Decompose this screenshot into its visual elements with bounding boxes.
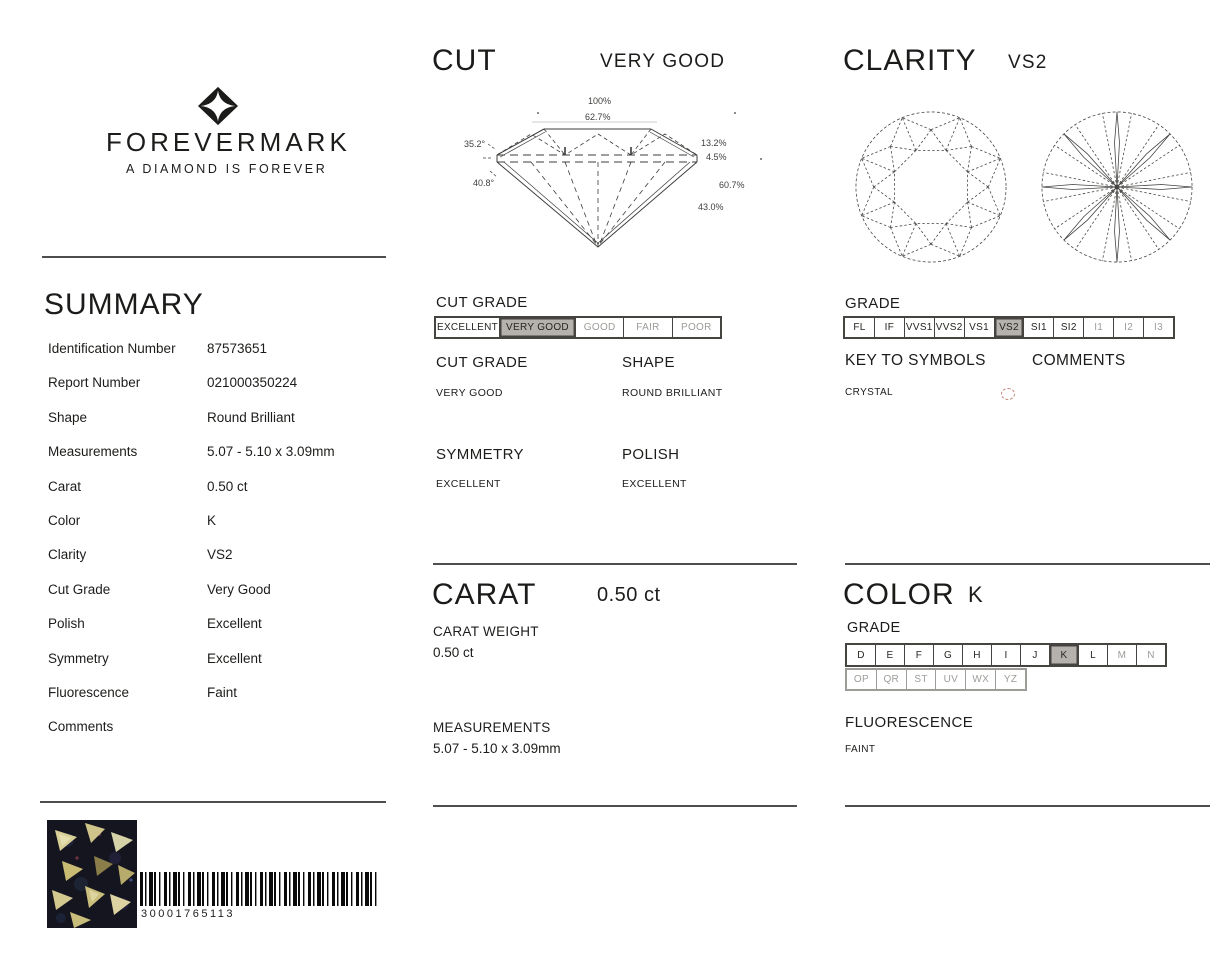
color-grade-cell: ST <box>907 670 937 689</box>
color-grade-cell: I <box>992 645 1021 665</box>
clarity-pavilion-diagram <box>1038 108 1196 266</box>
fluorescence-title: FLUORESCENCE <box>845 714 974 731</box>
key-symbol-label: CRYSTAL <box>845 387 894 398</box>
diagram-table-label: 62.7% <box>585 112 611 122</box>
cut-grade-cell: EXCELLENT <box>436 318 500 337</box>
polish-title: POLISH <box>622 446 680 463</box>
barcode <box>140 872 380 906</box>
carat-headline-value: 0.50 ct <box>597 584 661 606</box>
clarity-headline-grade: VS2 <box>1008 52 1048 73</box>
summary-row-label: Identification Number <box>48 341 176 356</box>
clarity-grade-cell: VVS2 <box>935 318 965 337</box>
measurements-value: 5.07 - 5.10 x 3.09mm <box>433 741 561 756</box>
color-grade-cell: YZ <box>1003 674 1018 685</box>
divider-line <box>40 801 386 803</box>
summary-row-value: Faint <box>207 684 238 700</box>
summary-row <box>48 582 383 616</box>
cut-grade-cell: POOR <box>680 322 712 333</box>
color-grade-cell: L <box>1079 645 1108 665</box>
shape-value: ROUND BRILLIANT <box>622 387 723 399</box>
cut-headline-grade: VERY GOOD <box>600 51 726 72</box>
summary-row-label: Comments <box>48 719 114 735</box>
color-grade-cell: D <box>847 645 876 665</box>
clarity-grade-cell: VVS1 <box>905 318 935 337</box>
clarity-grade-cell: I3 <box>1154 322 1163 333</box>
fluorescence-value: FAINT <box>845 744 876 755</box>
summary-row <box>48 410 383 444</box>
summary-row <box>48 375 383 409</box>
color-grade-scale-row2 <box>845 668 1027 691</box>
summary-row-value: Very Good <box>207 581 271 597</box>
color-grade-cell: J <box>1021 645 1050 665</box>
color-scale-title: GRADE <box>847 620 901 636</box>
summary-row <box>48 479 383 513</box>
summary-row-label: Report Number <box>48 375 141 391</box>
summary-row-label: Polish <box>48 616 85 632</box>
color-grade-cell: E <box>876 645 905 665</box>
cut-grade-value: VERY GOOD <box>436 387 503 399</box>
divider-line <box>42 256 386 258</box>
diagram-crown-angle-label: 35.2° <box>464 139 486 149</box>
diagram-girdle-label: 4.5% <box>706 152 727 162</box>
color-grade-cell: F <box>905 645 934 665</box>
summary-row-value: Excellent <box>207 650 262 666</box>
diagram-pavilion-depth-label: 43.0% <box>698 202 724 212</box>
clarity-grade-cell: IF <box>875 318 905 337</box>
cut-grade-cell: FAIR <box>624 318 672 337</box>
summary-row-label: Shape <box>48 409 88 425</box>
symmetry-title: SYMMETRY <box>436 446 524 463</box>
cut-title: CUT <box>432 44 497 77</box>
color-grade-cell: K <box>1050 645 1079 665</box>
divider-line <box>433 563 797 565</box>
color-grade-cell: WX <box>966 670 996 689</box>
summary-row-label: Fluorescence <box>48 684 130 700</box>
clarity-grade-cell: I2 <box>1114 318 1144 337</box>
carat-weight-title: CARAT WEIGHT <box>433 624 539 639</box>
cut-grade-scale <box>434 316 722 339</box>
summary-row <box>48 341 383 375</box>
color-grade-cell: H <box>963 645 992 665</box>
carat-title: CARAT <box>432 578 537 611</box>
divider-line <box>845 563 1210 565</box>
measurements-title: MEASUREMENTS <box>433 720 551 735</box>
cut-grade-title: CUT GRADE <box>436 354 528 371</box>
clarity-grade-cell: VS2 <box>995 318 1025 337</box>
diagram-total-depth-label: 60.7% <box>719 180 745 190</box>
divider-line <box>433 805 797 807</box>
summary-row-value: Round Brilliant <box>207 409 295 425</box>
symmetry-value: EXCELLENT <box>436 478 501 490</box>
color-grade-cell: UV <box>936 670 966 689</box>
barcode-number: 30001765113 <box>141 908 235 920</box>
diagram-crown-height-label: 13.2% <box>701 138 727 148</box>
brand-name: FOREVERMARK <box>106 127 351 157</box>
summary-row-value: K <box>207 512 217 528</box>
summary-row-value: 87573651 <box>207 341 268 356</box>
summary-row <box>48 616 383 650</box>
shape-title: SHAPE <box>622 354 675 371</box>
forevermark-diamond-icon <box>196 86 240 126</box>
summary-row-label: Color <box>48 512 81 528</box>
summary-row <box>48 547 383 581</box>
summary-row <box>48 719 383 753</box>
summary-table <box>48 341 383 754</box>
summary-row-label: Symmetry <box>48 650 109 666</box>
summary-row-value: 5.07 - 5.10 x 3.09mm <box>207 444 335 460</box>
clarity-grade-cell: SI2 <box>1054 318 1084 337</box>
divider-line <box>845 805 1210 807</box>
clarity-grade-cell: SI1 <box>1024 318 1054 337</box>
color-grade-cell: G <box>934 645 963 665</box>
color-grade-cell: N <box>1147 649 1155 661</box>
diamond-security-photo <box>47 820 137 928</box>
polish-value: EXCELLENT <box>622 478 687 490</box>
clarity-grade-cell: I1 <box>1084 318 1114 337</box>
summary-row <box>48 513 383 547</box>
summary-title: SUMMARY <box>44 288 204 321</box>
color-grade-cell: M <box>1108 645 1137 665</box>
clarity-title: CLARITY <box>843 44 977 77</box>
cut-grade-cell: VERY GOOD <box>500 318 576 337</box>
crystal-icon <box>1001 388 1015 400</box>
color-grade-cell: OP <box>847 670 877 689</box>
summary-row <box>48 685 383 719</box>
cut-scale-title: CUT GRADE <box>436 294 528 311</box>
summary-row-label: Measurements <box>48 444 138 460</box>
summary-row <box>48 444 383 478</box>
color-title: COLOR <box>843 578 955 611</box>
summary-row-label: Carat <box>48 478 82 494</box>
clarity-grade-scale <box>843 316 1175 339</box>
color-grade-cell: QR <box>877 670 907 689</box>
clarity-grade-cell: VS1 <box>965 318 995 337</box>
key-to-symbols-title: KEY TO SYMBOLS <box>845 352 986 369</box>
brand-tagline: A DIAMOND IS FOREVER <box>126 162 328 176</box>
clarity-crown-diagram <box>852 108 1010 266</box>
comments-title: COMMENTS <box>1032 352 1126 369</box>
summary-row-value: 021000350224 <box>207 375 298 391</box>
summary-row <box>48 651 383 685</box>
diagram-pavilion-angle-label: 40.8° <box>473 178 495 188</box>
carat-weight-value: 0.50 ct <box>433 645 474 660</box>
diagram-total-width-label: 100% <box>588 96 612 106</box>
color-headline-grade: K <box>968 582 984 607</box>
summary-row-value: VS2 <box>207 547 233 563</box>
color-grade-scale-row1 <box>845 643 1167 667</box>
clarity-grade-cell: FL <box>845 318 875 337</box>
summary-row-value: Excellent <box>207 616 262 632</box>
summary-row-label: Clarity <box>48 547 87 563</box>
cut-grade-cell: GOOD <box>576 318 624 337</box>
summary-row-label: Cut Grade <box>48 581 111 597</box>
summary-row-value: 0.50 ct <box>207 478 248 494</box>
clarity-scale-title: GRADE <box>845 295 901 312</box>
